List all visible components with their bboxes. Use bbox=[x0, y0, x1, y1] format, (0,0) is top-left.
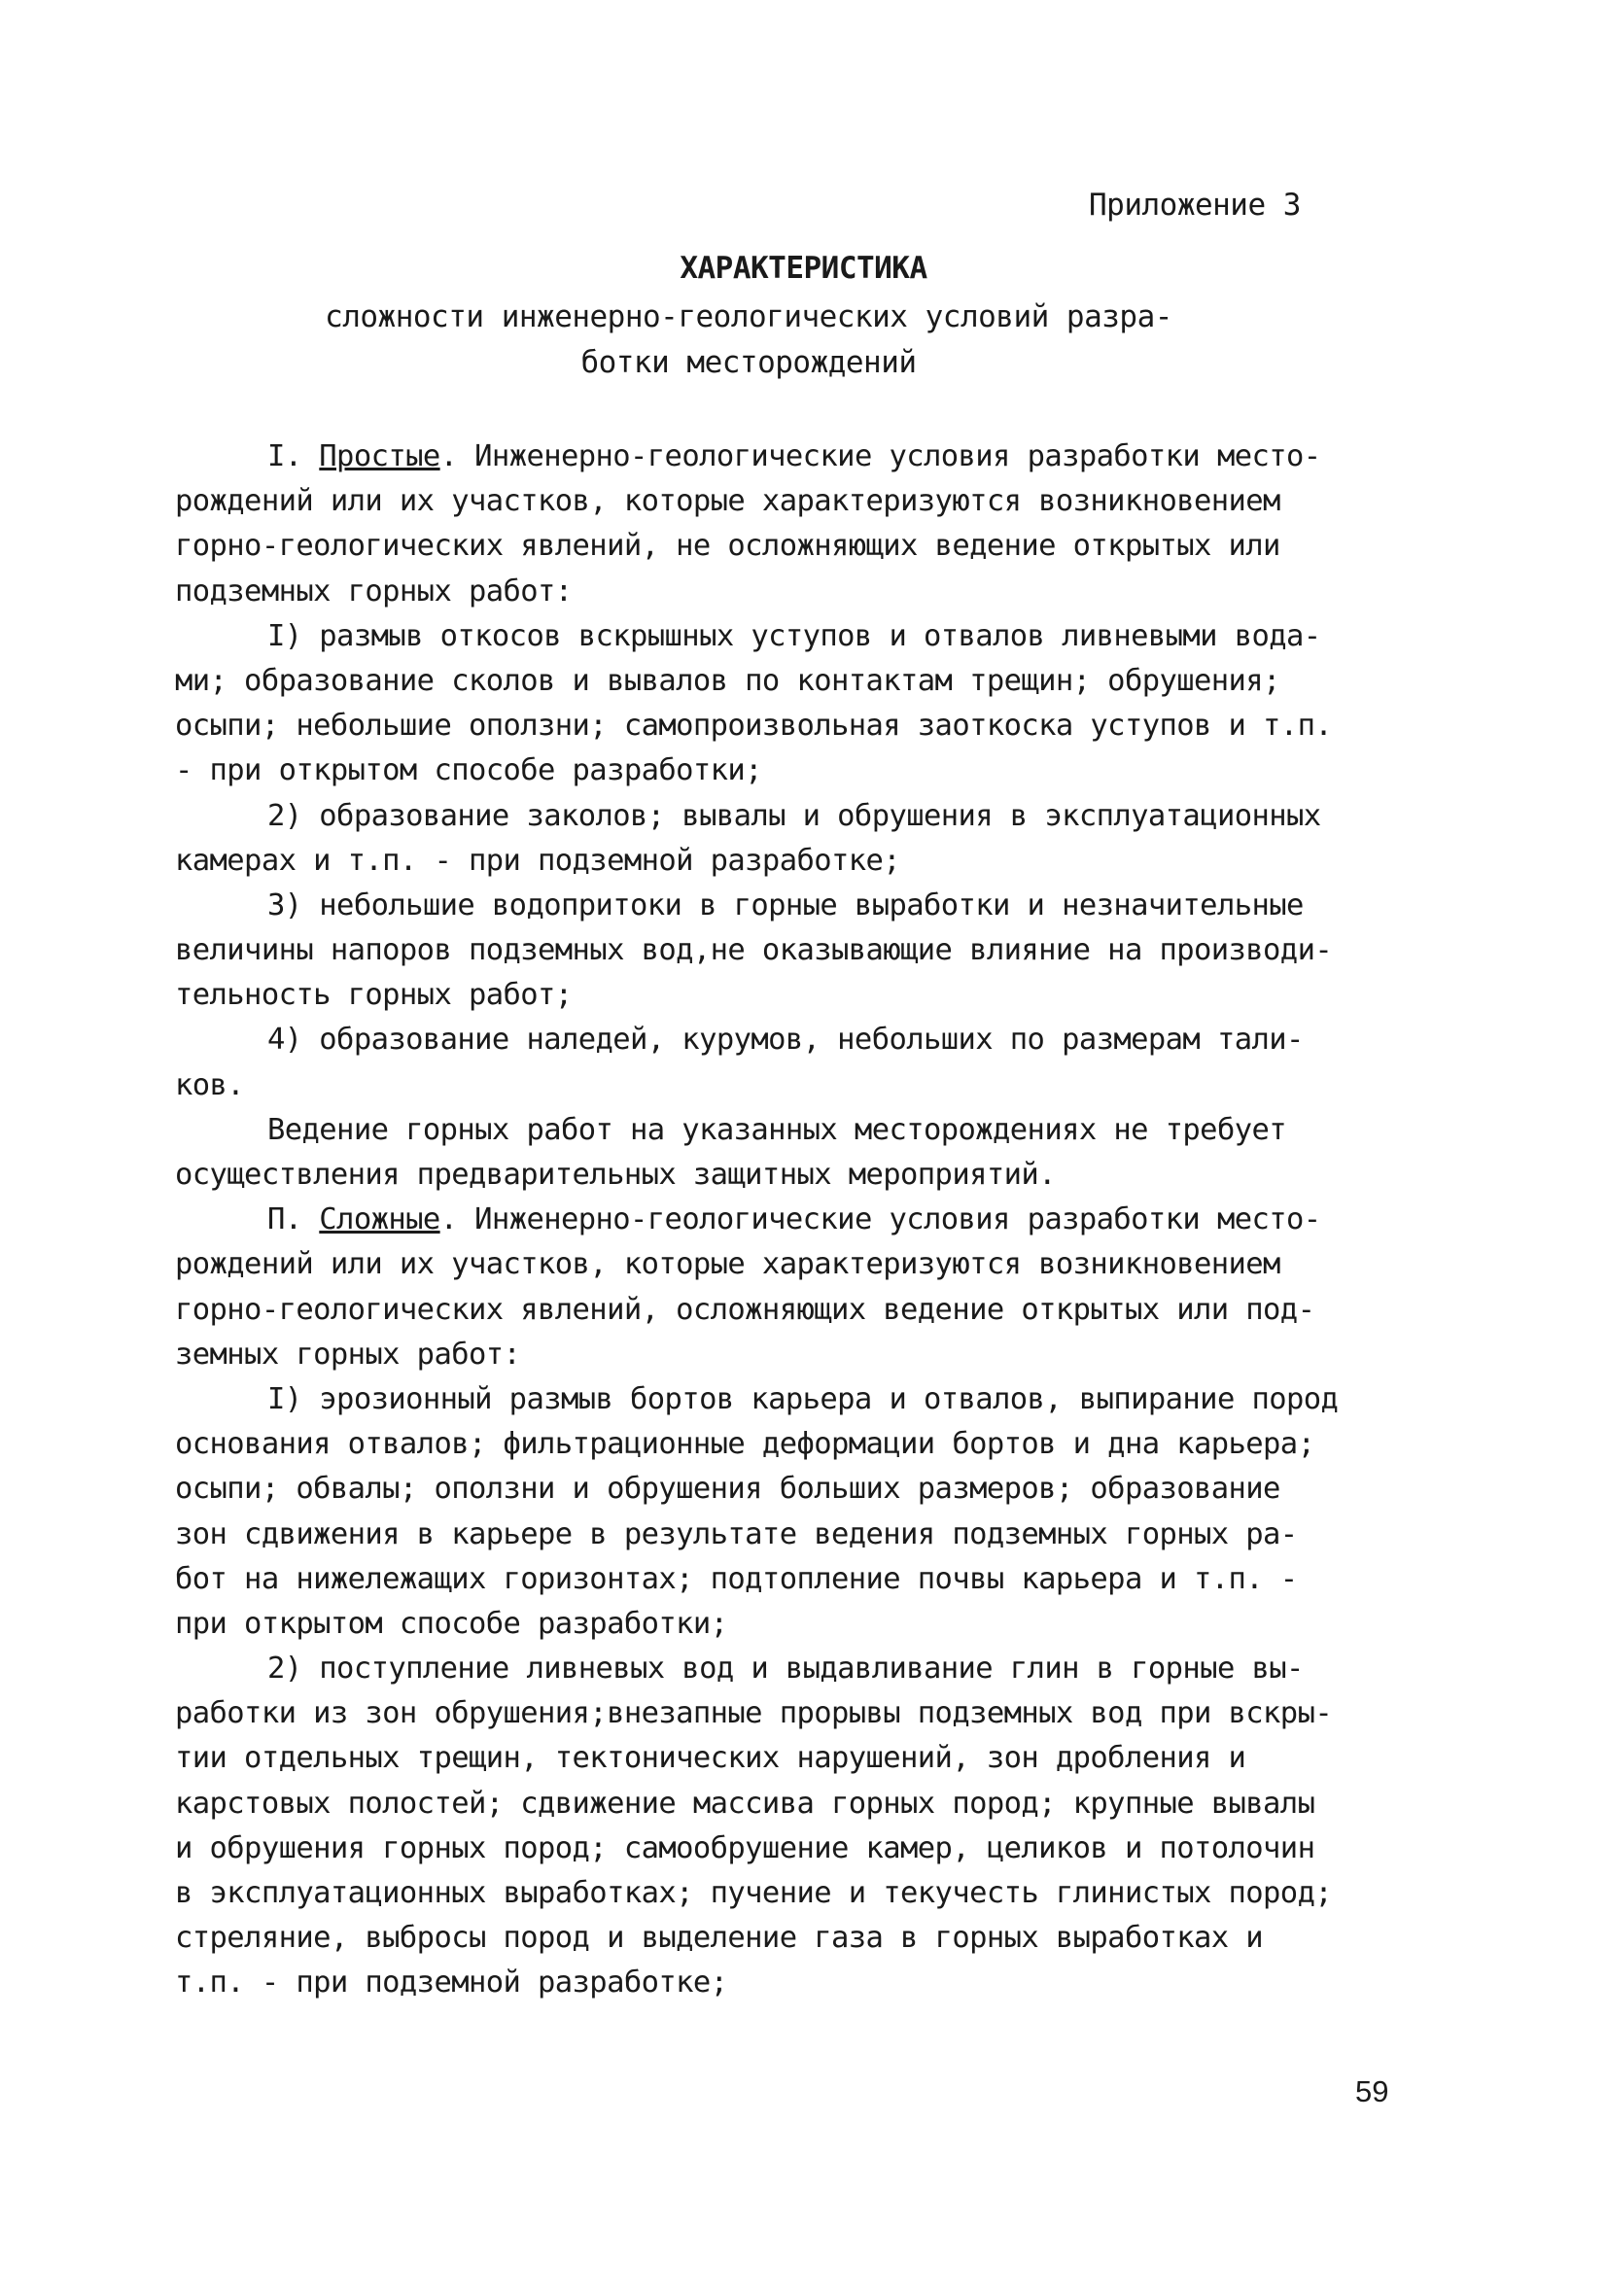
text-line: величины напоров подземных вод,не оказывающие влияние на производи- bbox=[175, 933, 1333, 968]
text-line: земных горных работ: bbox=[175, 1337, 521, 1372]
text-line: осыпи; обвалы; оползни и обрушения больших размеров; образование bbox=[175, 1472, 1280, 1507]
page-number: 59 bbox=[1355, 2074, 1389, 2108]
subtitle-line: ботки месторождений bbox=[580, 345, 917, 380]
section-heading-line bbox=[175, 435, 1439, 479]
text-line: Ведение горных работ на указанных месторождениях не требует bbox=[267, 1112, 1286, 1147]
text-line: ми; образование сколов и вывалов по контактам трещин; обрушения; bbox=[175, 663, 1280, 698]
text-line: I) размыв откосов вскрышных уступов и отвалов ливневыми вода- bbox=[267, 618, 1321, 653]
list-item bbox=[175, 1647, 1439, 2006]
section-heading-line bbox=[175, 1198, 1439, 1242]
text-line: бот на нижележащих горизонтах; подтопление почвы карьера и т.п. - bbox=[175, 1561, 1298, 1596]
list-item bbox=[175, 1377, 1439, 1647]
text-line: при открытом способе разработки; bbox=[175, 1606, 728, 1641]
text-line: 4) образование наледей, курумов, небольших по размерам тали- bbox=[267, 1023, 1304, 1058]
text-line: основания отвалов; фильтрационные деформации бортов и дна карьера; bbox=[175, 1427, 1315, 1462]
section-term: Сложные bbox=[319, 1202, 440, 1237]
subtitle-line: сложности инженерно-геологических условий разра- bbox=[325, 299, 1172, 334]
text-line: горно-геологических явлений, не осложняющих ведение открытых или bbox=[175, 529, 1280, 564]
annex-label: Приложение 3 bbox=[1089, 188, 1301, 223]
section-number: I. bbox=[267, 439, 320, 473]
text-line: тии отдельных трещин, тектонических нарушений, зон дробления и bbox=[175, 1741, 1246, 1776]
document-subtitle bbox=[282, 295, 1215, 386]
section-simple bbox=[175, 435, 1439, 1198]
list-item bbox=[175, 884, 1439, 1019]
text-line: и обрушения горных пород; самообрушение камер, целиков и потолочин bbox=[175, 1830, 1315, 1865]
list-item bbox=[175, 614, 1439, 794]
text-line: 2) поступление ливневых вод и выдавливание глин в горные вы- bbox=[267, 1652, 1304, 1687]
section-intro-text: . Инженерно-геологические условия разработки место- bbox=[439, 1202, 1321, 1237]
text-line: работки из зон обрушения;внезапные прорывы подземных вод при вскры- bbox=[175, 1696, 1333, 1731]
text-line: зон сдвижения в карьере в результате ведения подземных горных ра- bbox=[175, 1516, 1298, 1551]
text-line: ков. bbox=[175, 1067, 245, 1102]
text-line: т.п. - при подземной разработке; bbox=[175, 1966, 728, 2000]
text-line: в эксплуатационных выработках; пучение и текучесть глинистых пород; bbox=[175, 1876, 1333, 1910]
text-line: 2) образование заколов; вывалы и обрушения в эксплуатационных bbox=[267, 798, 1321, 833]
text-line: камерах и т.п. - при подземной разработке; bbox=[175, 843, 901, 878]
text-line: стреляние, выбросы пород и выделение газа в горных выработках и bbox=[175, 1921, 1264, 1956]
document-body bbox=[175, 435, 1439, 2006]
section-number: П. bbox=[267, 1202, 320, 1237]
text-line: подземных горных работ: bbox=[175, 574, 573, 609]
text-line: 3) небольшие водопритоки в горные выработки и незначительные bbox=[267, 887, 1304, 922]
document-title: ХАРАКТЕРИСТИКА bbox=[680, 251, 927, 286]
section-note bbox=[175, 1108, 1439, 1198]
section-term: Простые bbox=[319, 439, 440, 473]
list-item bbox=[175, 794, 1439, 884]
text-line: тельность горных работ; bbox=[175, 978, 573, 1013]
text-line: осуществления предварительных защитных мероприятий. bbox=[175, 1158, 1056, 1192]
section-complex bbox=[175, 1198, 1439, 2005]
text-line: карстовых полостей; сдвижение массива горных пород; крупные вывалы bbox=[175, 1786, 1315, 1821]
section-intro-text: . Инженерно-геологические условия разработки место- bbox=[439, 439, 1321, 473]
text-line: - при открытом способе разработки; bbox=[175, 753, 762, 788]
text-line: рождений или их участков, которые характеризуются возникновением bbox=[175, 484, 1280, 519]
text-line: горно-геологических явлений, осложняющих ведение открытых или под- bbox=[175, 1292, 1315, 1327]
text-line: I) эрозионный размыв бортов карьера и отвалов, выпирание пород bbox=[267, 1381, 1339, 1416]
list-item bbox=[175, 1018, 1439, 1107]
text-line: осыпи; небольшие оползни; самопроизвольная заоткоска уступов и т.п. bbox=[175, 709, 1333, 744]
text-line: рождений или их участков, которые характеризуются возникновением bbox=[175, 1247, 1280, 1282]
